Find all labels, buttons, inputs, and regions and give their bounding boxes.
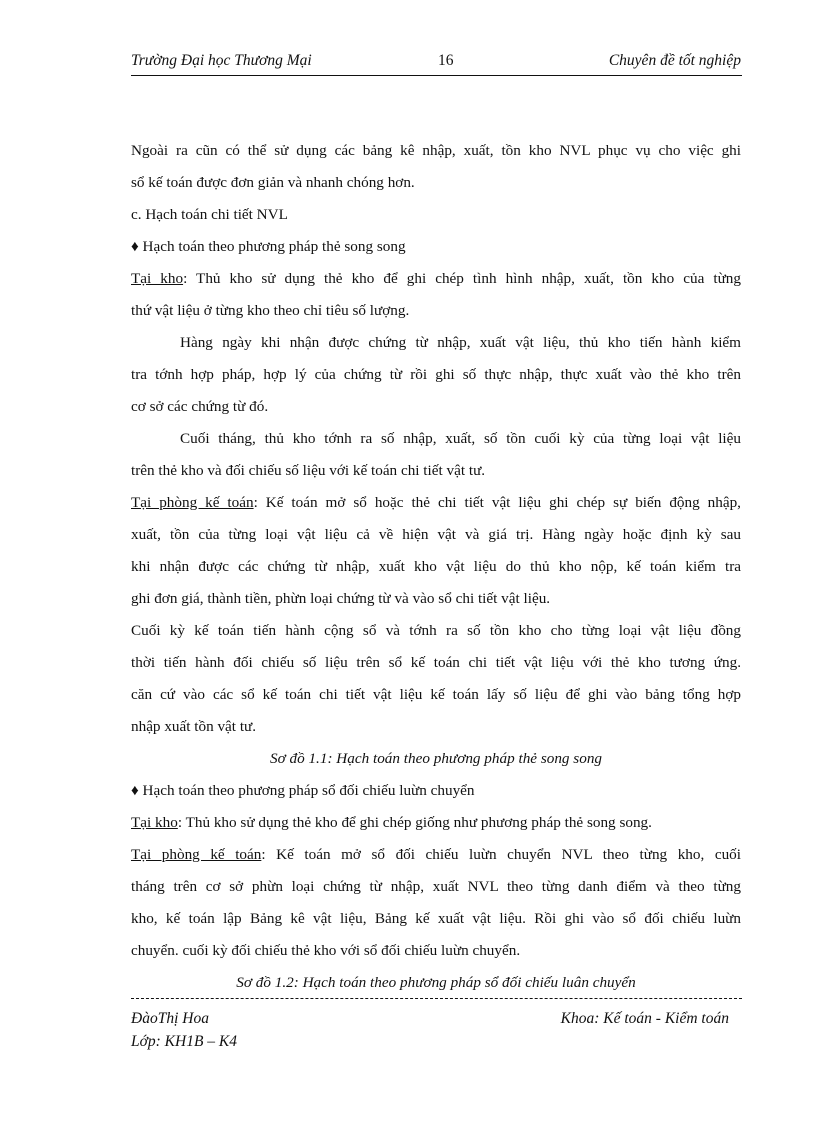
- paragraph-line: Tại kho: Thủ kho sử dụng thẻ kho để ghi chép tình hình nhập, xuất, tồn kho của từng: [131, 270, 741, 287]
- label-tai-phong-ke-toan: Tại phòng kế toán: [131, 846, 262, 863]
- footer-faculty: Khoa: Kế toán - Kiểm toán: [560, 1010, 729, 1027]
- header-doc-type: Chuyên đề tốt nghiệp: [608, 52, 741, 69]
- page-footer-class: [131, 1033, 741, 1051]
- paragraph-line: Tại phòng kế toán: Kế toán mở sổ đối chiếu luừn chuyển NVL theo từng kho, cuối: [131, 846, 741, 863]
- footer-class: Lớp: KH1B – K4: [131, 1033, 238, 1050]
- footer-author: ĐàoThị Hoa: [131, 1010, 209, 1027]
- paragraph-line: xuất, tồn của từng loại vật liệu cả về hiện vật và giá trị. Hàng ngày hoặc định kỳ sau: [131, 526, 741, 543]
- paragraph-line: trên thẻ kho và đối chiếu số liệu với kế toán chi tiết vật tư.: [131, 462, 486, 479]
- label-tai-phong-ke-toan: Tại phòng kế toán: [131, 494, 254, 511]
- section-heading: c. Hạch toán chi tiết NVL: [131, 206, 288, 223]
- page-header: [131, 52, 741, 74]
- page-footer: [131, 1010, 741, 1028]
- header-page-number: 16: [438, 52, 454, 69]
- label-tai-kho: Tại kho: [131, 270, 184, 287]
- paragraph-line: ghi đơn giá, thành tiền, phừn loại chứng từ và vào sổ chi tiết vật liệu.: [131, 590, 551, 607]
- paragraph-line: nhập xuất tồn vật tư.: [131, 718, 257, 735]
- paragraph-line: thời tiến hành đối chiếu số liệu trên sổ kế toán chi tiết vật liệu với thẻ kho tương ứng.: [131, 654, 741, 671]
- paragraph-line: Hàng ngày khi nhận được chứng từ nhập, xuất vật liệu, thủ kho tiến hành kiểm: [180, 334, 741, 351]
- label-tai-kho: Tại kho: [131, 814, 178, 831]
- paragraph-line: Ngoài ra cũn có thể sử dụng các bảng kê nhập, xuất, tồn kho NVL phục vụ cho việc ghi: [131, 142, 741, 159]
- paragraph-line: chuyển. cuối kỳ đối chiếu thẻ kho với sổ đối chiếu luừn chuyển.: [131, 942, 521, 959]
- paragraph-line: sổ kế toán được đơn giản và nhanh chóng hơn.: [131, 174, 415, 191]
- diagram-caption: Sơ đồ 1.2: Hạch toán theo phương pháp sổ đối chiếu luân chuyển: [236, 974, 636, 991]
- paragraph-line: Cuối kỳ kế toán tiến hành cộng sổ và tớnh ra số tồn kho cho từng loại vật liệu đồng: [131, 622, 741, 639]
- method-heading: ♦ Hạch toán theo phương pháp sổ đối chiếu luừn chuyển: [131, 782, 475, 799]
- paragraph-line: căn cứ vào các sổ kế toán chi tiết vật liệu kế toán lấy số liệu để ghi vào bảng tổng hợp: [131, 686, 741, 703]
- paragraph-line: Tại kho: Thủ kho sử dụng thẻ kho để ghi chép giống như phương pháp thẻ song song.: [131, 814, 652, 831]
- paragraph-line: khi nhận được các chứng từ nhập, xuất kho vật liệu do thủ kho nộp, kế toán kiểm tra: [131, 558, 741, 575]
- header-school: Trường Đại học Thương Mại: [131, 52, 312, 69]
- paragraph-line: thứ vật liệu ở từng kho theo chỉ tiêu số lượng.: [131, 302, 410, 319]
- diagram-caption: Sơ đồ 1.1: Hạch toán theo phương pháp thẻ song song: [269, 750, 603, 767]
- paragraph-line: cơ sở các chứng từ đó.: [131, 398, 269, 415]
- footer-rule: [131, 998, 742, 999]
- header-rule: [131, 75, 742, 76]
- paragraph-line: tháng trên cơ sở phừn loại chứng từ nhập, xuất NVL theo từng danh điểm và theo từng: [131, 878, 741, 895]
- paragraph-line: kho, kế toán lập Bảng kê vật liệu, Bảng kế xuất vật liệu. Rồi ghi vào sổ đối chiếu luừn: [131, 910, 741, 927]
- paragraph-line: Tại phòng kế toán: Kế toán mở sổ hoặc thẻ chi tiết vật liệu ghi chép sự biến động nhập,: [131, 494, 741, 511]
- paragraph-line: Cuối tháng, thủ kho tớnh ra số nhập, xuất, số tồn cuối kỳ của từng loại vật liệu: [180, 430, 741, 447]
- method-heading: ♦ Hạch toán theo phương pháp thẻ song song: [131, 238, 406, 255]
- paragraph-line: tra tớnh hợp pháp, hợp lý của chứng từ rồi ghi số thực nhập, thực xuất vào thẻ kho trên: [131, 366, 741, 383]
